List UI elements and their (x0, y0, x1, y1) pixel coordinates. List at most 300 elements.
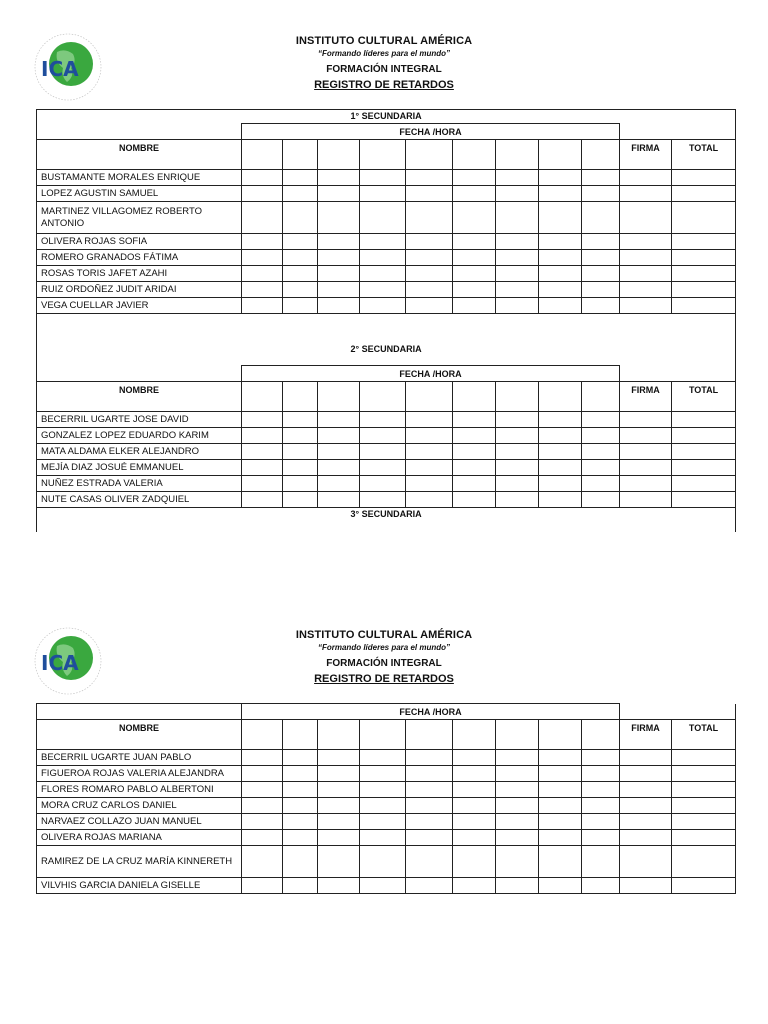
program-name: FORMACIÓN INTEGRAL (326, 658, 442, 669)
mark-cell (453, 798, 496, 814)
mark-cell (539, 460, 582, 476)
mark-cell (283, 814, 318, 830)
mark-cell (620, 412, 672, 428)
nombre-header: NOMBRE (37, 382, 242, 412)
total-header: TOTAL (672, 140, 736, 170)
mark-cell (620, 878, 672, 894)
mark-cell (620, 492, 672, 508)
mark-cell (496, 878, 539, 894)
student-name: FIGUEROA ROJAS VALERIA ALEJANDRA (37, 766, 242, 782)
mark-cell (496, 460, 539, 476)
mark-cell (672, 460, 736, 476)
mark-cell (672, 846, 736, 878)
student-row (37, 234, 736, 250)
date-slot-cell (453, 140, 496, 170)
mark-cell (539, 830, 582, 846)
student-row (37, 282, 736, 298)
mark-cell (360, 460, 406, 476)
mark-cell (406, 266, 453, 282)
mark-cell (360, 798, 406, 814)
mark-cell (318, 798, 360, 814)
mark-cell (582, 428, 620, 444)
mark-cell (496, 750, 539, 766)
mark-cell (318, 878, 360, 894)
mark-cell (360, 428, 406, 444)
student-name: OLIVERA ROJAS MARIANA (37, 830, 242, 846)
mark-cell (672, 266, 736, 282)
mark-cell (672, 298, 736, 314)
institute-name: INSTITUTO CULTURAL AMÉRICA (295, 35, 473, 47)
mark-cell (283, 782, 318, 798)
mark-cell (242, 782, 283, 798)
mark-cell (582, 250, 620, 266)
mark-cell (283, 476, 318, 492)
mark-cell (539, 814, 582, 830)
mark-cell (406, 814, 453, 830)
mark-cell (496, 266, 539, 282)
mark-cell (672, 814, 736, 830)
mark-cell (496, 766, 539, 782)
mark-cell (360, 202, 406, 234)
mark-cell (672, 186, 736, 202)
student-name: MATA ALDAMA ELKER ALEJANDRO (37, 444, 242, 460)
mark-cell (242, 460, 283, 476)
mark-cell (620, 428, 672, 444)
date-slot-cell (453, 382, 496, 412)
mark-cell (406, 202, 453, 234)
student-row (37, 766, 736, 782)
student-row (37, 814, 736, 830)
mark-cell (620, 444, 672, 460)
mark-cell (318, 492, 360, 508)
mark-cell (283, 428, 318, 444)
mark-cell (283, 186, 318, 202)
mark-cell (582, 298, 620, 314)
mark-cell (620, 476, 672, 492)
date-slot-cell (283, 720, 318, 750)
student-name: MARTINEZ VILLAGOMEZ ROBERTO ANTONIO (37, 202, 242, 234)
firma-header: FIRMA (620, 720, 672, 750)
mark-cell (672, 170, 736, 186)
mark-cell (360, 766, 406, 782)
mark-cell (453, 782, 496, 798)
mark-cell (283, 846, 318, 878)
mark-cell (496, 814, 539, 830)
student-name: LOPEZ AGUSTIN SAMUEL (37, 186, 242, 202)
mark-cell (360, 250, 406, 266)
blank-cell (37, 704, 242, 720)
firma-header: FIRMA (620, 382, 672, 412)
date-time-header-row (37, 124, 736, 140)
mark-cell (672, 492, 736, 508)
mark-cell (672, 412, 736, 428)
svg-text:ICA: ICA (41, 651, 79, 675)
mark-cell (582, 846, 620, 878)
mark-cell (453, 460, 496, 476)
institute-name: INSTITUTO CULTURAL AMÉRICA (295, 629, 473, 641)
mark-cell (496, 202, 539, 234)
student-row (37, 170, 736, 186)
date-slot-cell (360, 140, 406, 170)
mark-cell (360, 234, 406, 250)
mark-cell (283, 202, 318, 234)
mark-cell (620, 750, 672, 766)
mark-cell (453, 412, 496, 428)
mark-cell (453, 830, 496, 846)
mark-cell (453, 186, 496, 202)
mark-cell (582, 830, 620, 846)
mark-cell (360, 186, 406, 202)
mark-cell (318, 750, 360, 766)
mark-cell (406, 234, 453, 250)
mark-cell (360, 476, 406, 492)
nombre-header: NOMBRE (37, 720, 242, 750)
mark-cell (318, 444, 360, 460)
mark-cell (283, 170, 318, 186)
student-name: NUTE CASAS OLIVER ZADQUIEL (37, 492, 242, 508)
mark-cell (539, 186, 582, 202)
mark-cell (283, 460, 318, 476)
mark-cell (283, 444, 318, 460)
mark-cell (582, 202, 620, 234)
mark-cell (318, 428, 360, 444)
section-title: 2° SECUNDARIA (37, 314, 736, 366)
mark-cell (242, 798, 283, 814)
student-name: BUSTAMANTE MORALES ENRIQUE (37, 170, 242, 186)
date-slot-cell (242, 382, 283, 412)
mark-cell (406, 460, 453, 476)
mark-cell (318, 234, 360, 250)
mark-cell (283, 282, 318, 298)
mark-cell (242, 250, 283, 266)
mark-cell (620, 250, 672, 266)
student-name: FLORES ROMARO PABLO ALBERTONI (37, 782, 242, 798)
school-logo-icon (33, 32, 103, 102)
mark-cell (318, 202, 360, 234)
mark-cell (283, 830, 318, 846)
mark-cell (582, 282, 620, 298)
student-name: RAMIREZ DE LA CRUZ MARÍA KINNERETH (37, 846, 242, 878)
document-header (234, 34, 534, 92)
mark-cell (453, 766, 496, 782)
mark-cell (496, 282, 539, 298)
mark-cell (496, 412, 539, 428)
mark-cell (453, 814, 496, 830)
mark-cell (242, 234, 283, 250)
total-header: TOTAL (672, 720, 736, 750)
mark-cell (582, 412, 620, 428)
mark-cell (539, 782, 582, 798)
student-row (37, 250, 736, 266)
mark-cell (539, 234, 582, 250)
mark-cell (496, 830, 539, 846)
date-slot-cell (242, 140, 283, 170)
mark-cell (539, 750, 582, 766)
mark-cell (496, 798, 539, 814)
mark-cell (406, 476, 453, 492)
mark-cell (406, 492, 453, 508)
mark-cell (360, 170, 406, 186)
mark-cell (242, 266, 283, 282)
mark-cell (360, 444, 406, 460)
motto: “Formando líderes para el mundo” (317, 49, 451, 58)
svg-text:ICA: ICA (41, 57, 79, 81)
attendance-table-page-1 (36, 109, 736, 532)
mark-cell (453, 202, 496, 234)
mark-cell (242, 814, 283, 830)
mark-cell (406, 750, 453, 766)
date-slot-cell (539, 382, 582, 412)
mark-cell (672, 428, 736, 444)
blank-cell (37, 366, 242, 382)
document-title: REGISTRO DE RETARDOS (314, 673, 454, 685)
mark-cell (672, 202, 736, 234)
mark-cell (242, 298, 283, 314)
mark-cell (672, 250, 736, 266)
attendance-table-page-2 (36, 703, 736, 894)
mark-cell (539, 282, 582, 298)
mark-cell (539, 250, 582, 266)
mark-cell (453, 878, 496, 894)
mark-cell (360, 830, 406, 846)
mark-cell (582, 234, 620, 250)
mark-cell (582, 766, 620, 782)
mark-cell (539, 428, 582, 444)
mark-cell (242, 202, 283, 234)
mark-cell (582, 798, 620, 814)
mark-cell (360, 814, 406, 830)
mark-cell (318, 782, 360, 798)
mark-cell (496, 782, 539, 798)
mark-cell (620, 186, 672, 202)
mark-cell (496, 298, 539, 314)
mark-cell (496, 170, 539, 186)
motto: “Formando líderes para el mundo” (317, 643, 451, 652)
mark-cell (539, 170, 582, 186)
mark-cell (620, 846, 672, 878)
mark-cell (539, 444, 582, 460)
date-slot-cell (539, 140, 582, 170)
fecha-hora-header: FECHA /HORA (242, 366, 620, 382)
mark-cell (360, 412, 406, 428)
mark-cell (582, 492, 620, 508)
mark-cell (283, 878, 318, 894)
mark-cell (672, 476, 736, 492)
mark-cell (318, 412, 360, 428)
mark-cell (242, 492, 283, 508)
mark-cell (496, 250, 539, 266)
fecha-hora-header: FECHA /HORA (242, 704, 620, 720)
student-row (37, 460, 736, 476)
section-title-row (37, 110, 736, 124)
blank-cell (620, 366, 736, 382)
mark-cell (283, 250, 318, 266)
mark-cell (242, 428, 283, 444)
column-header-row (37, 720, 736, 750)
mark-cell (318, 170, 360, 186)
mark-cell (672, 878, 736, 894)
mark-cell (582, 476, 620, 492)
mark-cell (283, 798, 318, 814)
mark-cell (539, 878, 582, 894)
mark-cell (672, 766, 736, 782)
mark-cell (360, 492, 406, 508)
mark-cell (496, 186, 539, 202)
mark-cell (453, 250, 496, 266)
student-name: NUÑEZ ESTRADA VALERIA (37, 476, 242, 492)
student-name: VEGA CUELLAR JAVIER (37, 298, 242, 314)
date-slot-cell (318, 382, 360, 412)
mark-cell (242, 444, 283, 460)
total-header: TOTAL (672, 382, 736, 412)
student-row (37, 878, 736, 894)
mark-cell (582, 460, 620, 476)
mark-cell (318, 846, 360, 878)
mark-cell (582, 186, 620, 202)
mark-cell (318, 282, 360, 298)
date-slot-cell (496, 382, 539, 412)
mark-cell (496, 476, 539, 492)
student-row (37, 750, 736, 766)
mark-cell (242, 830, 283, 846)
nombre-header: NOMBRE (37, 140, 242, 170)
mark-cell (539, 798, 582, 814)
mark-cell (539, 298, 582, 314)
blank-cell (620, 704, 736, 720)
mark-cell (453, 428, 496, 444)
mark-cell (318, 250, 360, 266)
mark-cell (283, 492, 318, 508)
mark-cell (406, 428, 453, 444)
student-row (37, 846, 736, 878)
student-name: MEJÍA DIAZ JOSUÉ EMMANUEL (37, 460, 242, 476)
mark-cell (620, 460, 672, 476)
student-row (37, 202, 736, 234)
mark-cell (318, 476, 360, 492)
mark-cell (672, 798, 736, 814)
mark-cell (242, 766, 283, 782)
firma-header: FIRMA (620, 140, 672, 170)
section-title-row (37, 314, 736, 366)
mark-cell (582, 750, 620, 766)
mark-cell (453, 298, 496, 314)
mark-cell (453, 266, 496, 282)
student-name: GONZALEZ LOPEZ EDUARDO KARIM (37, 428, 242, 444)
mark-cell (539, 476, 582, 492)
mark-cell (539, 846, 582, 878)
mark-cell (453, 492, 496, 508)
student-name: VILVHIS GARCIA DANIELA GISELLE (37, 878, 242, 894)
mark-cell (672, 234, 736, 250)
mark-cell (620, 202, 672, 234)
mark-cell (453, 846, 496, 878)
student-row (37, 186, 736, 202)
date-slot-cell (283, 382, 318, 412)
mark-cell (283, 234, 318, 250)
date-slot-cell (496, 720, 539, 750)
mark-cell (496, 234, 539, 250)
student-name: OLIVERA ROJAS SOFIA (37, 234, 242, 250)
mark-cell (406, 186, 453, 202)
column-header-row (37, 382, 736, 412)
student-row (37, 782, 736, 798)
mark-cell (453, 750, 496, 766)
mark-cell (539, 266, 582, 282)
mark-cell (453, 476, 496, 492)
mark-cell (453, 282, 496, 298)
mark-cell (406, 782, 453, 798)
date-slot-cell (539, 720, 582, 750)
mark-cell (453, 234, 496, 250)
date-slot-cell (582, 382, 620, 412)
mark-cell (360, 298, 406, 314)
mark-cell (406, 170, 453, 186)
date-slot-cell (318, 140, 360, 170)
mark-cell (242, 750, 283, 766)
mark-cell (283, 298, 318, 314)
mark-cell (406, 444, 453, 460)
date-slot-cell (406, 720, 453, 750)
mark-cell (406, 830, 453, 846)
mark-cell (242, 476, 283, 492)
mark-cell (620, 298, 672, 314)
mark-cell (539, 412, 582, 428)
mark-cell (496, 444, 539, 460)
mark-cell (242, 170, 283, 186)
mark-cell (360, 846, 406, 878)
section-title: 1° SECUNDARIA (37, 110, 736, 124)
mark-cell (620, 814, 672, 830)
student-name: ROMERO GRANADOS FÁTIMA (37, 250, 242, 266)
date-slot-cell (242, 720, 283, 750)
mark-cell (672, 830, 736, 846)
mark-cell (318, 766, 360, 782)
mark-cell (318, 266, 360, 282)
mark-cell (620, 782, 672, 798)
student-name: RUIZ ORDOÑEZ JUDIT ARIDAI (37, 282, 242, 298)
date-slot-cell (406, 382, 453, 412)
mark-cell (406, 878, 453, 894)
student-row (37, 428, 736, 444)
date-slot-cell (360, 720, 406, 750)
mark-cell (406, 298, 453, 314)
mark-cell (582, 444, 620, 460)
date-slot-cell (496, 140, 539, 170)
mark-cell (620, 266, 672, 282)
mark-cell (318, 186, 360, 202)
document-header (234, 628, 534, 686)
date-time-header-row (37, 366, 736, 382)
mark-cell (406, 846, 453, 878)
date-slot-cell (406, 140, 453, 170)
mark-cell (406, 798, 453, 814)
mark-cell (496, 492, 539, 508)
student-row (37, 298, 736, 314)
mark-cell (539, 202, 582, 234)
student-name: MORA CRUZ CARLOS DANIEL (37, 798, 242, 814)
mark-cell (318, 298, 360, 314)
document-title: REGISTRO DE RETARDOS (314, 79, 454, 91)
mark-cell (453, 444, 496, 460)
mark-cell (283, 766, 318, 782)
mark-cell (539, 766, 582, 782)
mark-cell (242, 878, 283, 894)
student-row (37, 830, 736, 846)
blank-cell (620, 124, 736, 140)
student-row (37, 492, 736, 508)
mark-cell (360, 266, 406, 282)
mark-cell (620, 234, 672, 250)
